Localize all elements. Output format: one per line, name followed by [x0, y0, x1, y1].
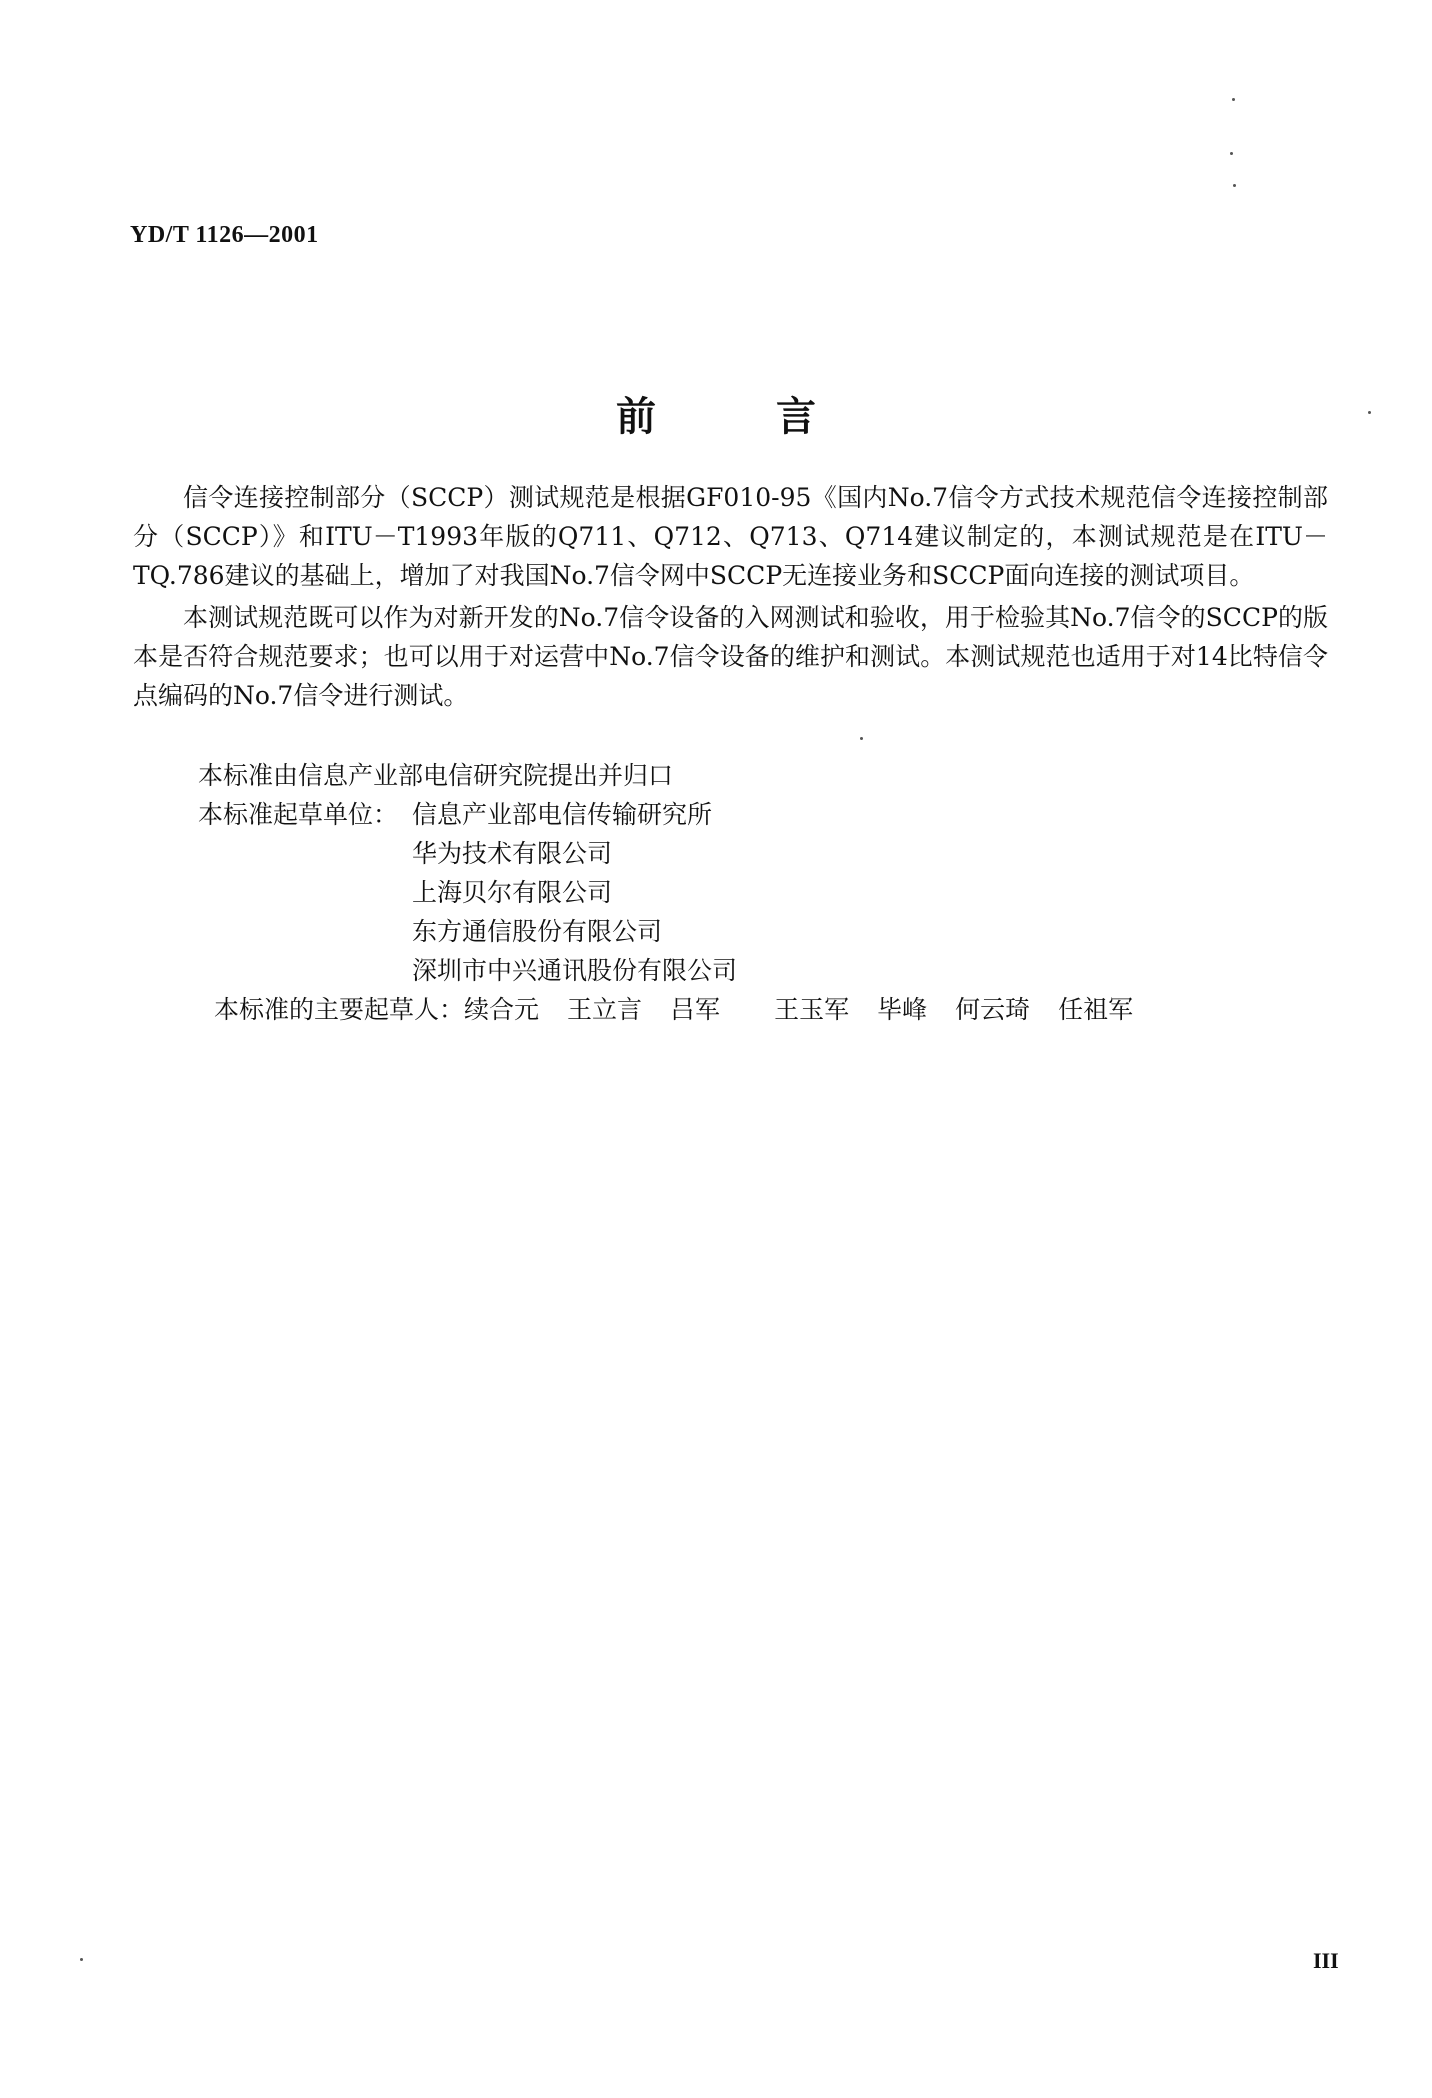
scan-speck	[860, 737, 863, 740]
drafter-name: 毕峰	[877, 995, 928, 1024]
drafter-name: 何云琦	[955, 995, 1031, 1024]
scan-speck	[1368, 411, 1371, 414]
scan-speck	[1230, 152, 1233, 155]
foreword-paragraph-1	[133, 478, 1328, 595]
drafter-name: 王玉军	[774, 995, 850, 1024]
drafting-unit: 上海贝尔有限公司	[412, 878, 613, 907]
drafter-name: 续合元	[464, 995, 540, 1024]
drafter-names	[464, 990, 1133, 1029]
drafting-unit: 东方通信股份有限公司	[412, 917, 663, 946]
drafting-unit: 信息产业部电信传输研究所	[412, 800, 713, 829]
drafting-units	[198, 795, 737, 990]
standard-code: YD/T 1126—2001	[130, 222, 319, 248]
drafter-name: 吕军	[670, 995, 721, 1024]
drafter-name: 王立言	[567, 995, 643, 1024]
scan-speck	[1232, 98, 1235, 101]
drafting-units-label: 本标准起草单位：	[198, 800, 399, 829]
foreword-paragraph-2	[133, 598, 1328, 715]
drafter-name: 任祖军	[1058, 995, 1134, 1024]
drafters-label: 本标准的主要起草人：	[214, 995, 465, 1024]
paragraph-text: 本测试规范既可以作为对新开发的No.7信令设备的入网测试和验收，用于检验其No.7信令的SCCP的版本是否符合规范要求；也可以用于对运营中No.7信令设备的维护和测试。本测试规范也适用于对14比特信令点编码的No.7信令进行测试。	[133, 603, 1328, 710]
page-number: III	[1313, 1948, 1339, 1973]
main-drafters	[214, 990, 1133, 1029]
scan-speck	[1233, 184, 1236, 187]
drafting-unit: 深圳市中兴通讯股份有限公司	[412, 956, 738, 985]
drafting-units-list	[412, 795, 737, 990]
scan-speck	[80, 1958, 83, 1961]
paragraph-text: 信令连接控制部分（SCCP）测试规范是根据GF010-95《国内No.7信令方式技术规范信令连接控制部分（SCCP）》和ITU－T1993年版的Q711、Q712、Q713、Q714建议制定的，本测试规范是在ITU－TQ.786建议的基础上，增加了对我国No.7信令网中SCCP无连接业务和SCCP面向连接的测试项目。	[133, 483, 1328, 590]
proposer-statement: 本标准由信息产业部电信研究院提出并归口	[198, 761, 674, 790]
page-title: 前言	[616, 394, 936, 440]
drafting-unit: 华为技术有限公司	[412, 839, 613, 868]
